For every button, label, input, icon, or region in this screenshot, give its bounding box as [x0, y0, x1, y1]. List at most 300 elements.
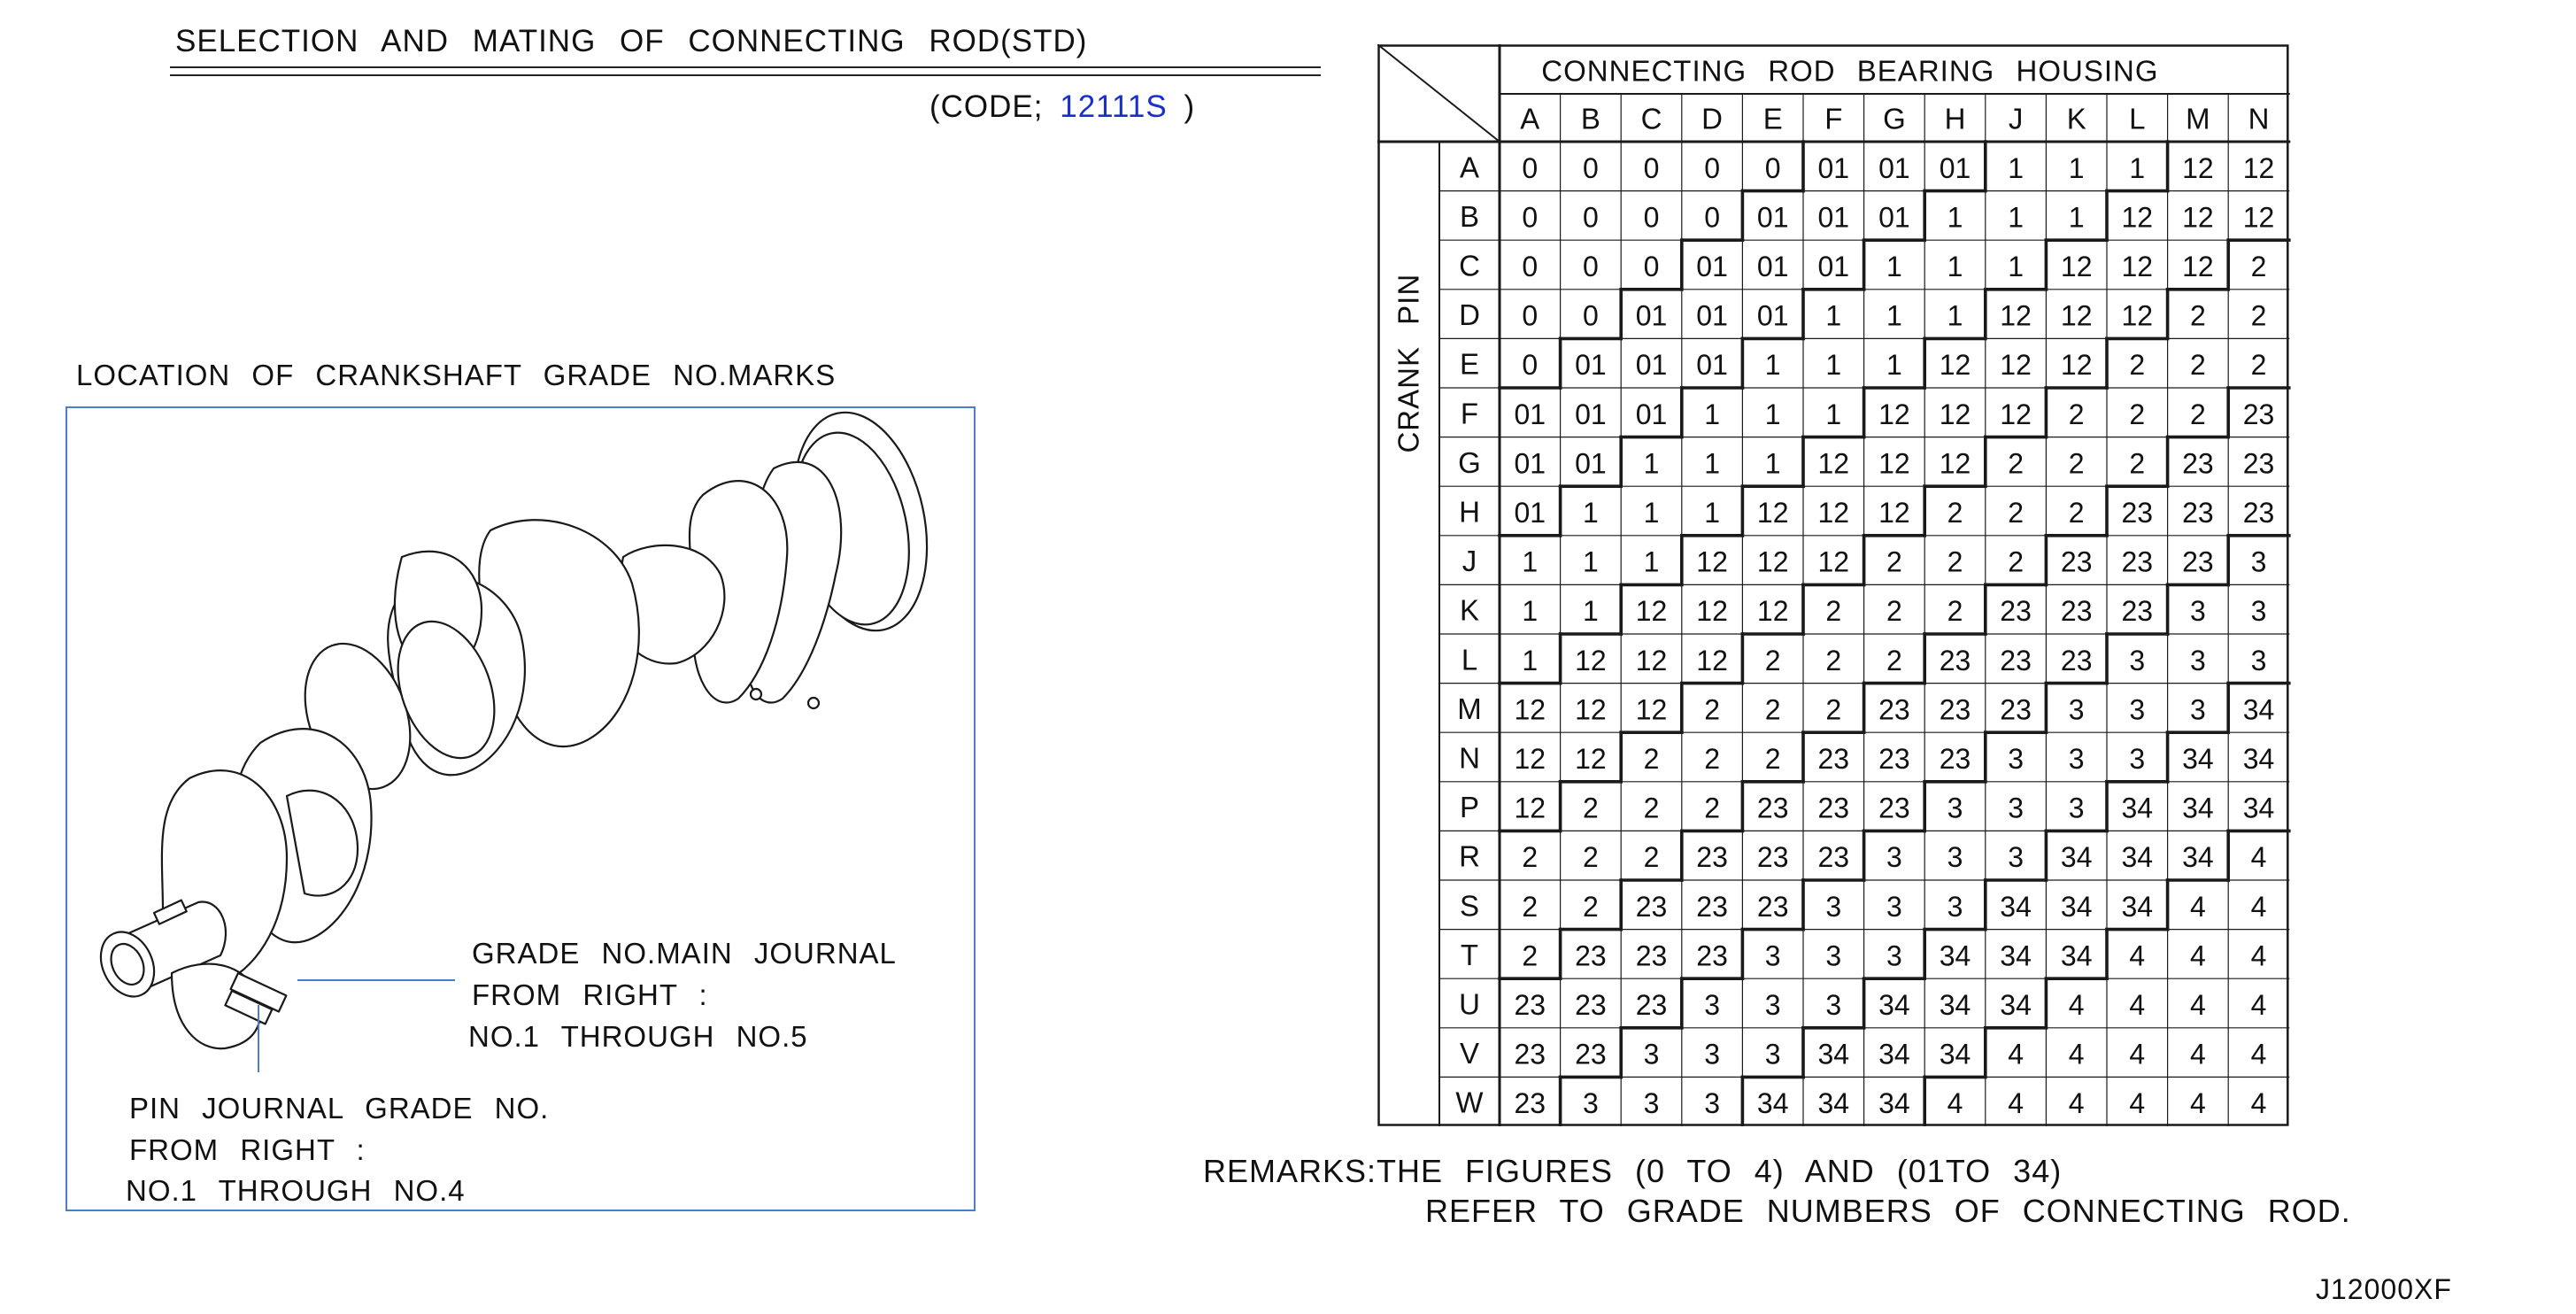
grade-cell: 3 — [1886, 890, 1902, 923]
grade-cell: 34 — [1817, 1087, 1850, 1120]
grade-cell: 34 — [2000, 989, 2032, 1021]
grade-cell: 2 — [2068, 398, 2085, 430]
grade-cell: 01 — [1575, 398, 1607, 430]
grade-cell: 3 — [1643, 1087, 1660, 1120]
grade-cell: 2 — [1947, 545, 1963, 578]
diagram-title: SELECTION AND MATING OF CONNECTING ROD(STD) — [175, 24, 1088, 58]
grade-cell: 1 — [2068, 151, 2085, 184]
row-label-l: L — [1461, 643, 1478, 676]
grade-cell: 0 — [1643, 201, 1660, 234]
grade-cell: 12 — [2121, 299, 2154, 332]
row-label-u: U — [1459, 987, 1480, 1021]
grade-cell: 2 — [1583, 792, 1599, 824]
grade-cell: 2 — [2129, 349, 2146, 382]
grade-cell: 12 — [1817, 497, 1850, 529]
grade-cell: 23 — [2182, 545, 2214, 578]
grade-cell: 12 — [2000, 349, 2032, 382]
grade-cell: 23 — [1817, 792, 1850, 824]
grade-cell: 01 — [1514, 398, 1546, 430]
column-label-b: B — [1580, 102, 1600, 135]
grade-cell: 34 — [2182, 841, 2214, 874]
grade-cell: 23 — [1575, 939, 1607, 972]
grade-cell: 1 — [1947, 299, 1963, 332]
grade-cell: 4 — [2250, 841, 2267, 874]
grade-cell: 0 — [1583, 299, 1599, 332]
grade-cell: 12 — [1514, 792, 1546, 824]
grade-cell: 4 — [2190, 1087, 2206, 1120]
grade-cell: 34 — [1756, 1087, 1789, 1120]
grade-cell: 34 — [2000, 939, 2032, 972]
row-label-d: D — [1459, 298, 1480, 332]
grade-cell: 2 — [1825, 693, 1842, 726]
figure-code: J12000XF — [2316, 1273, 2452, 1305]
grade-cell: 2 — [1643, 792, 1660, 824]
grade-cell: 12 — [1817, 447, 1850, 480]
grade-cell: 3 — [2068, 743, 2085, 775]
row-label-b: B — [1459, 199, 1480, 233]
grade-cell: 2 — [1886, 545, 1902, 578]
grade-cell: 12 — [1696, 545, 1728, 578]
grade-cell: 1 — [2008, 251, 2024, 282]
grade-cell: 1 — [1886, 251, 1902, 282]
title-underline — [170, 74, 1321, 76]
grade-cell: 12 — [1635, 693, 1668, 726]
column-label-d: D — [1701, 102, 1724, 135]
main-journal-label-line-3: NO.1 THROUGH NO.5 — [468, 1020, 808, 1053]
grade-cell: 2 — [2250, 299, 2267, 332]
grade-cell: 12 — [2242, 151, 2275, 184]
grade-cell: 2 — [2008, 497, 2024, 529]
grade-cell: 34 — [2060, 841, 2093, 874]
grade-cell: 23 — [1817, 841, 1850, 874]
grade-cell: 3 — [2250, 545, 2267, 578]
row-label-w: W — [1455, 1086, 1484, 1119]
grade-cell: 01 — [1575, 349, 1607, 382]
grade-cell: 2 — [1522, 841, 1539, 874]
grade-cell: 23 — [1635, 939, 1668, 972]
grade-cell: 12 — [1817, 545, 1850, 578]
grade-cell: 12 — [2060, 299, 2093, 332]
column-label-n: N — [2248, 102, 2270, 135]
grade-cell: 12 — [2242, 201, 2275, 234]
grade-cell: 23 — [1756, 841, 1789, 874]
grade-cell: 1 — [1764, 349, 1781, 382]
grade-cell: 01 — [1817, 201, 1850, 234]
grade-cell: 23 — [1635, 890, 1668, 923]
grade-cell: 34 — [2121, 890, 2154, 923]
grade-cell: 0 — [1764, 151, 1781, 184]
grade-cell: 4 — [1947, 1087, 1963, 1120]
row-label-f: F — [1460, 397, 1479, 430]
grade-cell: 1 — [1704, 497, 1720, 529]
column-label-e: E — [1762, 102, 1783, 135]
pin-journal-label-line-1: PIN JOURNAL GRADE NO. — [129, 1092, 550, 1125]
grade-cell: 34 — [1939, 939, 1971, 972]
grade-cell: 2 — [2068, 447, 2085, 480]
part-code — [929, 91, 1195, 122]
header-diagonal — [1377, 44, 1500, 142]
grade-cell: 12 — [2121, 251, 2154, 282]
grade-cell: 23 — [1575, 989, 1607, 1021]
row-label-v: V — [1459, 1037, 1480, 1071]
grade-cell: 1 — [1522, 545, 1539, 578]
grade-cell: 23 — [2121, 545, 2154, 578]
grade-cell: 2 — [1704, 743, 1720, 775]
grade-cell: 1 — [2008, 151, 2024, 184]
grade-cell: 23 — [2000, 644, 2032, 676]
grade-cell: 12 — [2182, 151, 2214, 184]
grade-cell: 3 — [1947, 890, 1963, 923]
grade-cell: 01 — [1756, 299, 1789, 332]
grade-cell: 01 — [1635, 398, 1668, 430]
grade-cell: 2 — [1583, 841, 1599, 874]
grade-cell: 34 — [2060, 890, 2093, 923]
grade-cell: 2 — [2008, 447, 2024, 480]
grade-cell: 23 — [1756, 792, 1789, 824]
grade-cell: 01 — [1696, 349, 1728, 382]
grade-cell: 2 — [2250, 251, 2267, 282]
grade-cell: 12 — [2000, 299, 2032, 332]
grade-cell: 34 — [2060, 939, 2093, 972]
column-label-h: H — [1944, 102, 1966, 135]
grade-cell: 12 — [1939, 349, 1971, 382]
grade-cell: 0 — [1643, 151, 1660, 184]
grade-cell: 23 — [2060, 545, 2093, 578]
grade-cell: 0 — [1704, 151, 1720, 184]
grade-cell: 01 — [1696, 299, 1728, 332]
grade-cell: 4 — [2250, 890, 2267, 923]
grade-cell: 01 — [1514, 447, 1546, 480]
grade-cell: 4 — [2250, 939, 2267, 972]
row-label-j: J — [1462, 545, 1477, 578]
grade-cell: 01 — [1635, 299, 1668, 332]
grade-cell: 3 — [1764, 939, 1781, 972]
crankshaft-illustration — [66, 406, 976, 1211]
grade-cell: 0 — [1583, 251, 1599, 282]
grade-cell: 1 — [1886, 299, 1902, 332]
column-label-a: A — [1520, 102, 1540, 135]
grade-cell: 01 — [1635, 349, 1668, 382]
grade-cell: 12 — [2182, 251, 2214, 282]
grade-cell: 2 — [1886, 644, 1902, 676]
pin-journal-label-line-3: NO.1 THROUGH NO.4 — [126, 1174, 466, 1207]
grade-cell: 34 — [1939, 989, 1971, 1021]
grade-cell: 34 — [2182, 743, 2214, 775]
grade-cell: 23 — [2121, 497, 2154, 529]
grade-cell: 3 — [2250, 595, 2267, 628]
grade-cell: 3 — [2250, 644, 2267, 676]
grade-cell: 23 — [2060, 595, 2093, 628]
grade-cell: 4 — [2129, 939, 2146, 972]
grade-cell: 0 — [1522, 201, 1539, 234]
pin-journal-label-line-2: FROM RIGHT : — [129, 1133, 366, 1166]
grade-cell: 12 — [1575, 693, 1607, 726]
remarks-line-1: REMARKS:THE FIGURES (0 TO 4) AND (01TO 34) — [1203, 1153, 2063, 1189]
grade-cell: 2 — [1522, 939, 1539, 972]
grade-cell: 01 — [1696, 251, 1728, 282]
code-link[interactable]: 12111S — [1060, 89, 1168, 124]
grade-cell: 23 — [2242, 447, 2275, 480]
grade-cell: 2 — [1886, 595, 1902, 628]
grade-cell: 3 — [1886, 939, 1902, 972]
grade-cell: 2 — [2068, 497, 2085, 529]
grade-cell: 23 — [2060, 644, 2093, 676]
grade-cell: 01 — [1756, 201, 1789, 234]
grade-cell: 23 — [2121, 595, 2154, 628]
row-label-g: G — [1458, 445, 1481, 479]
grade-cell: 34 — [1817, 1038, 1850, 1071]
row-label-t: T — [1460, 938, 1479, 971]
grade-cell: 12 — [1635, 644, 1668, 676]
grade-cell: 4 — [2068, 1038, 2085, 1071]
grade-cell: 12 — [2121, 201, 2154, 234]
grade-cell: 0 — [1704, 201, 1720, 234]
code-suffix: ) — [1184, 89, 1196, 124]
grade-cell: 4 — [2008, 1087, 2024, 1120]
grade-cell: 0 — [1522, 299, 1539, 332]
grade-cell: 0 — [1522, 251, 1539, 282]
grade-cell: 4 — [2008, 1038, 2024, 1071]
row-header-title: CRANK PIN — [1392, 273, 1425, 453]
grade-cell: 12 — [1575, 743, 1607, 775]
grade-cell: 23 — [1817, 743, 1850, 775]
grade-cell: 4 — [2190, 989, 2206, 1021]
connecting-rod-grade-table — [1377, 44, 2303, 1126]
grade-cell: 23 — [2242, 497, 2275, 529]
grade-cell: 3 — [2068, 792, 2085, 824]
grade-cell: 23 — [2182, 497, 2214, 529]
grade-cell: 23 — [2000, 693, 2032, 726]
row-label-a: A — [1459, 151, 1480, 184]
grade-cell: 34 — [2182, 792, 2214, 824]
grade-cell: 1 — [1643, 497, 1660, 529]
grade-cell: 1 — [1764, 447, 1781, 480]
grade-cell: 1 — [1947, 201, 1963, 234]
grade-cell: 3 — [1947, 841, 1963, 874]
grade-cell: 34 — [2121, 841, 2154, 874]
grade-cell: 3 — [1583, 1087, 1599, 1120]
grade-cell: 0 — [1522, 349, 1539, 382]
grade-cell: 1 — [1825, 299, 1842, 332]
row-label-c: C — [1459, 249, 1480, 282]
location-title: LOCATION OF CRANKSHAFT GRADE NO.MARKS — [76, 359, 837, 391]
grade-cell: 2 — [1522, 890, 1539, 923]
grade-cell: 12 — [2060, 349, 2093, 382]
grade-cell: 3 — [2068, 693, 2085, 726]
grade-cell: 3 — [2008, 792, 2024, 824]
grade-cell: 2 — [1825, 644, 1842, 676]
grade-cell: 12 — [1878, 497, 1910, 529]
grade-cell: 4 — [2250, 1038, 2267, 1071]
grade-cell: 3 — [2190, 644, 2206, 676]
row-label-h: H — [1459, 495, 1480, 529]
grade-cell: 2 — [1764, 644, 1781, 676]
grade-cell: 1 — [1704, 447, 1720, 480]
grade-cell: 4 — [2068, 1087, 2085, 1120]
grade-cell: 23 — [2182, 447, 2214, 480]
grade-cell: 23 — [1514, 989, 1546, 1021]
grade-cell: 2 — [1704, 693, 1720, 726]
grade-cell: 34 — [2000, 890, 2032, 923]
grade-cell: 23 — [1878, 792, 1910, 824]
row-label-s: S — [1459, 889, 1480, 923]
grade-cell: 4 — [2190, 1038, 2206, 1071]
grade-cell: 3 — [1825, 989, 1842, 1021]
row-label-n: N — [1459, 741, 1480, 775]
grade-cell: 34 — [1878, 1087, 1910, 1120]
grade-cell: 0 — [1522, 151, 1539, 184]
grade-cell: 0 — [1583, 201, 1599, 234]
grade-cell: 01 — [1817, 251, 1850, 282]
grade-cell: 1 — [1522, 644, 1539, 676]
grade-cell: 12 — [1939, 447, 1971, 480]
grade-cell: 2 — [2190, 349, 2206, 382]
grade-cell: 2 — [2190, 398, 2206, 430]
main-journal-label-line-2: FROM RIGHT : — [472, 978, 708, 1011]
grade-cell: 4 — [2250, 1087, 2267, 1120]
grade-cell: 4 — [2129, 1087, 2146, 1120]
grade-cell: 2 — [1825, 595, 1842, 628]
grade-cell: 12 — [1878, 447, 1910, 480]
grade-cell: 2 — [1643, 841, 1660, 874]
grade-cell: 12 — [1514, 743, 1546, 775]
grade-cell: 12 — [1878, 398, 1910, 430]
grade-cell: 1 — [1522, 595, 1539, 628]
grade-cell: 3 — [1643, 1038, 1660, 1071]
grade-cell: 01 — [1514, 497, 1546, 529]
grade-cell: 23 — [1696, 890, 1728, 923]
grade-cell: 34 — [2242, 792, 2275, 824]
grade-cell: 12 — [1514, 693, 1546, 726]
grade-cell: 01 — [1756, 251, 1789, 282]
grade-cell: 1 — [1583, 595, 1599, 628]
grade-cell: 34 — [1878, 989, 1910, 1021]
column-header-title: CONNECTING ROD BEARING HOUSING — [1541, 54, 2159, 88]
grade-cell: 3 — [1764, 1038, 1781, 1071]
grade-cell: 2 — [1643, 743, 1660, 775]
row-label-p: P — [1459, 791, 1480, 824]
grade-cell: 3 — [1704, 1087, 1720, 1120]
grade-cell: 1 — [1583, 497, 1599, 529]
grade-cell: 12 — [2000, 398, 2032, 430]
grade-cell: 34 — [2121, 792, 2154, 824]
grade-cell: 2 — [1947, 497, 1963, 529]
grade-cell: 23 — [2000, 595, 2032, 628]
grade-cell: 3 — [2008, 743, 2024, 775]
grade-cell: 3 — [2190, 595, 2206, 628]
grade-cell: 1 — [2129, 151, 2146, 184]
grade-cell: 01 — [1575, 447, 1607, 480]
grade-cell: 12 — [2060, 251, 2093, 282]
remarks-line-2: REFER TO GRADE NUMBERS OF CONNECTING ROD. — [1425, 1193, 2351, 1229]
column-label-g: G — [1883, 102, 1906, 135]
grade-cell: 23 — [1939, 743, 1971, 775]
grade-cell: 1 — [1825, 349, 1842, 382]
grade-cell: 2 — [1764, 743, 1781, 775]
row-label-k: K — [1459, 593, 1480, 627]
grade-cell: 3 — [2008, 841, 2024, 874]
grade-cell: 23 — [1575, 1038, 1607, 1071]
grade-cell: 4 — [2190, 939, 2206, 972]
grade-cell: 2 — [1764, 693, 1781, 726]
grade-cell: 01 — [1878, 201, 1910, 234]
grade-cell: 23 — [1514, 1087, 1546, 1120]
grade-cell: 1 — [2068, 201, 2085, 234]
grade-cell: 4 — [2129, 1038, 2146, 1071]
grade-cell: 23 — [1696, 939, 1728, 972]
grade-cell: 23 — [1878, 693, 1910, 726]
grade-cell: 2 — [2008, 545, 2024, 578]
grade-cell: 3 — [2190, 693, 2206, 726]
grade-cell: 3 — [1825, 939, 1842, 972]
grade-cell: 1 — [1825, 398, 1842, 430]
grade-cell: 4 — [2129, 989, 2146, 1021]
grade-cell: 12 — [1575, 644, 1607, 676]
grade-cell: 3 — [1825, 890, 1842, 923]
grade-cell: 23 — [1878, 743, 1910, 775]
grade-cell: 2 — [2190, 299, 2206, 332]
grade-cell: 3 — [1764, 989, 1781, 1021]
grade-cell: 2 — [1947, 595, 1963, 628]
grade-cell: 2 — [1583, 890, 1599, 923]
grade-cell: 23 — [1514, 1038, 1546, 1071]
grade-cell: 12 — [2182, 201, 2214, 234]
column-label-j: J — [2008, 102, 2024, 135]
grade-cell: 1 — [1643, 447, 1660, 480]
grade-cell: 1 — [1583, 545, 1599, 578]
grade-cell: 1 — [1947, 251, 1963, 282]
grade-cell: 3 — [1886, 841, 1902, 874]
grade-cell: 3 — [1704, 989, 1720, 1021]
title-underline — [170, 66, 1321, 68]
grade-cell: 4 — [2250, 989, 2267, 1021]
grade-cell: 2 — [2129, 398, 2146, 430]
grade-cell: 1 — [2008, 201, 2024, 234]
grade-cell: 2 — [2250, 349, 2267, 382]
grade-cell: 3 — [1947, 792, 1963, 824]
code-prefix: (CODE; — [929, 89, 1044, 124]
row-label-e: E — [1459, 347, 1480, 381]
column-label-k: K — [2066, 102, 2086, 135]
grade-cell: 3 — [2129, 693, 2146, 726]
grade-cell: 1 — [1886, 349, 1902, 382]
column-label-m: M — [2186, 102, 2210, 135]
grade-cell: 12 — [1696, 644, 1728, 676]
grade-cell: 0 — [1643, 251, 1660, 282]
grade-cell: 4 — [2190, 890, 2206, 923]
grade-cell: 1 — [1704, 398, 1720, 430]
grade-cell: 12 — [1756, 497, 1789, 529]
grade-cell: 34 — [2242, 693, 2275, 726]
grade-cell: 23 — [1756, 890, 1789, 923]
grade-cell: 01 — [1878, 151, 1910, 184]
grade-cell: 34 — [1878, 1038, 1910, 1071]
grade-cell: 23 — [1939, 693, 1971, 726]
grade-cell: 23 — [1939, 644, 1971, 676]
grade-cell: 1 — [1643, 545, 1660, 578]
grade-cell: 01 — [1817, 151, 1850, 184]
column-label-l: L — [2129, 102, 2146, 135]
grade-cell: 23 — [1696, 841, 1728, 874]
grade-cell: 3 — [2129, 644, 2146, 676]
grade-cell: 2 — [1704, 792, 1720, 824]
grade-cell: 4 — [2068, 989, 2085, 1021]
grade-cell: 1 — [1764, 398, 1781, 430]
grade-cell: 3 — [2129, 743, 2146, 775]
column-label-f: F — [1824, 102, 1843, 135]
main-journal-label-line-1: GRADE NO.MAIN JOURNAL — [472, 937, 897, 970]
grade-cell: 23 — [2242, 398, 2275, 430]
